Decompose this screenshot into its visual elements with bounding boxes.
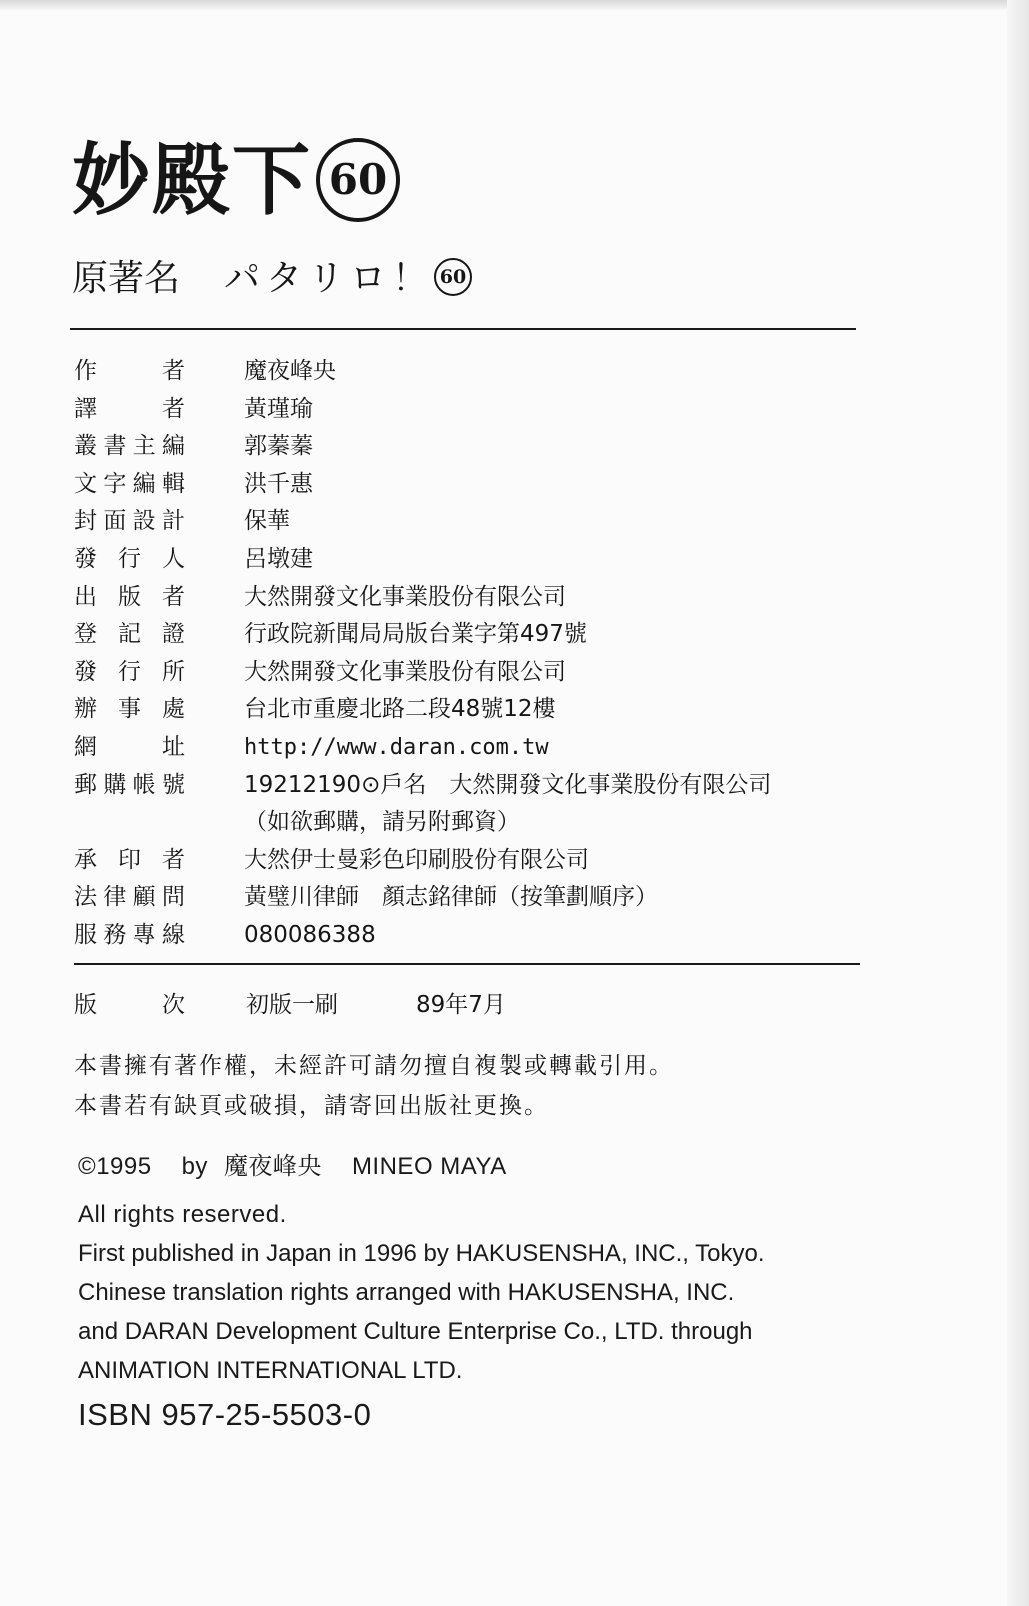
website-url: http://www.daran.com.tw [244,734,549,760]
credits-table [74,353,874,955]
credit-row-printer [74,842,874,880]
publication-line: ANIMATION INTERNATIONAL LTD. [78,1357,463,1384]
credit-value: 大然開發文化事業股份有限公司 [244,583,566,610]
edition-label: 版次 [74,992,186,1018]
credit-row-website [74,729,874,767]
credit-label: 作者 [74,358,186,384]
credit-row-text-editor [74,466,874,504]
credit-row-postal-account [74,767,874,805]
credit-label: 發行人 [74,545,186,572]
copyright-author-jp: 魔夜峰央 [223,1153,322,1180]
book-title-block [72,138,400,228]
credit-row-translator [74,391,874,429]
original-volume-badge: 60 [434,258,472,296]
edition-printing: 初版一刷 [246,992,338,1018]
credit-label: 叢書主編 [74,433,186,460]
credit-label: 承印者 [74,846,186,873]
original-title-line [72,254,472,304]
credit-row-publisher-person [74,541,874,579]
edition-row [74,986,874,1024]
credit-value: 郭蓁蓁 [244,433,313,460]
credit-label: 服務專線 [74,921,186,948]
credit-value: 黃璧川律師 顏志銘律師（按筆劃順序） [244,884,658,911]
copyright-symbol: © [78,1153,97,1180]
credit-value: 洪千惠 [244,470,313,497]
credit-row-service-line [74,917,874,955]
credit-label: 文字編輯 [74,470,186,497]
volume-number-badge: 60 [316,138,400,222]
credit-value: 魔夜峰央 [244,358,336,384]
credit-value: 080086388 [244,921,376,948]
isbn: ISBN 957-25-5503-0 [78,1397,372,1432]
copyright-line [78,1148,765,1186]
credit-row-publisher [74,579,874,617]
credit-value: 保華 [244,508,290,535]
notice-line: 本書若有缺頁或破損，請寄回出版社更換。 [74,1093,549,1119]
credit-value: 大然開發文化事業股份有限公司 [244,658,566,685]
credit-row-office [74,691,874,729]
book-title: 妙殿下 [72,136,313,226]
credit-value: 行政院新聞局局版台業字第497號 [244,621,587,648]
credit-label: 譯者 [74,395,186,422]
credit-row-series-editor [74,428,874,466]
rights-reserved: All rights reserved. [78,1201,287,1228]
credit-row-legal-counsel [74,879,874,917]
credit-label: 封面設計 [74,508,186,535]
credit-value: 黃瑾瑜 [244,395,313,422]
original-title-label: 原著名 [72,258,181,299]
credit-value: 19212190⊙戶名 大然開發文化事業股份有限公司 [244,771,772,798]
credit-label: 辦事處 [74,696,186,723]
credit-value: 大然伊士曼彩色印刷股份有限公司 [244,846,589,873]
credit-label: 網址 [74,733,186,760]
publication-line: and DARAN Development Culture Enterprise Co., LTD. through [78,1318,753,1345]
credit-row-postal-note [74,804,874,842]
scan-edge-right [1007,0,1029,1606]
copyright-author-romanized: MINEO MAYA [351,1153,507,1180]
copyright-by: by [181,1153,208,1180]
credit-row-author [74,353,874,391]
top-divider [70,328,856,330]
credit-value: 台北市重慶北路二段48號12樓 [244,696,556,723]
credit-label: 發行所 [74,658,186,685]
credit-value: 呂墩建 [244,545,313,572]
edition-date: 89年7月 [416,992,506,1018]
credit-label: 登記證 [74,621,186,648]
publication-line: First published in Japan in 1996 by HAKUSENSHA, INC., Tokyo. [78,1240,765,1267]
copyright-year: 1995 [96,1153,152,1180]
copyright-notice [74,1046,674,1126]
middle-divider [74,963,860,965]
credit-row-distributor [74,654,874,692]
scan-edge-top [0,0,1029,10]
credit-row-cover-design [74,503,874,541]
credit-value: （如欲郵購，請另附郵資） [244,809,520,836]
credit-row-registration [74,616,874,654]
credit-label: 法律顧問 [74,884,186,911]
credit-label: 郵購帳號 [74,771,186,798]
publication-line: Chinese translation rights arranged with HAKUSENSHA, INC. [78,1279,735,1306]
notice-line: 本書擁有著作權，未經許可請勿擅自複製或轉載引用。 [74,1053,674,1079]
copyright-block [78,1148,765,1436]
original-title: パタリロ！ [224,258,435,299]
credit-label: 出版者 [74,583,186,610]
